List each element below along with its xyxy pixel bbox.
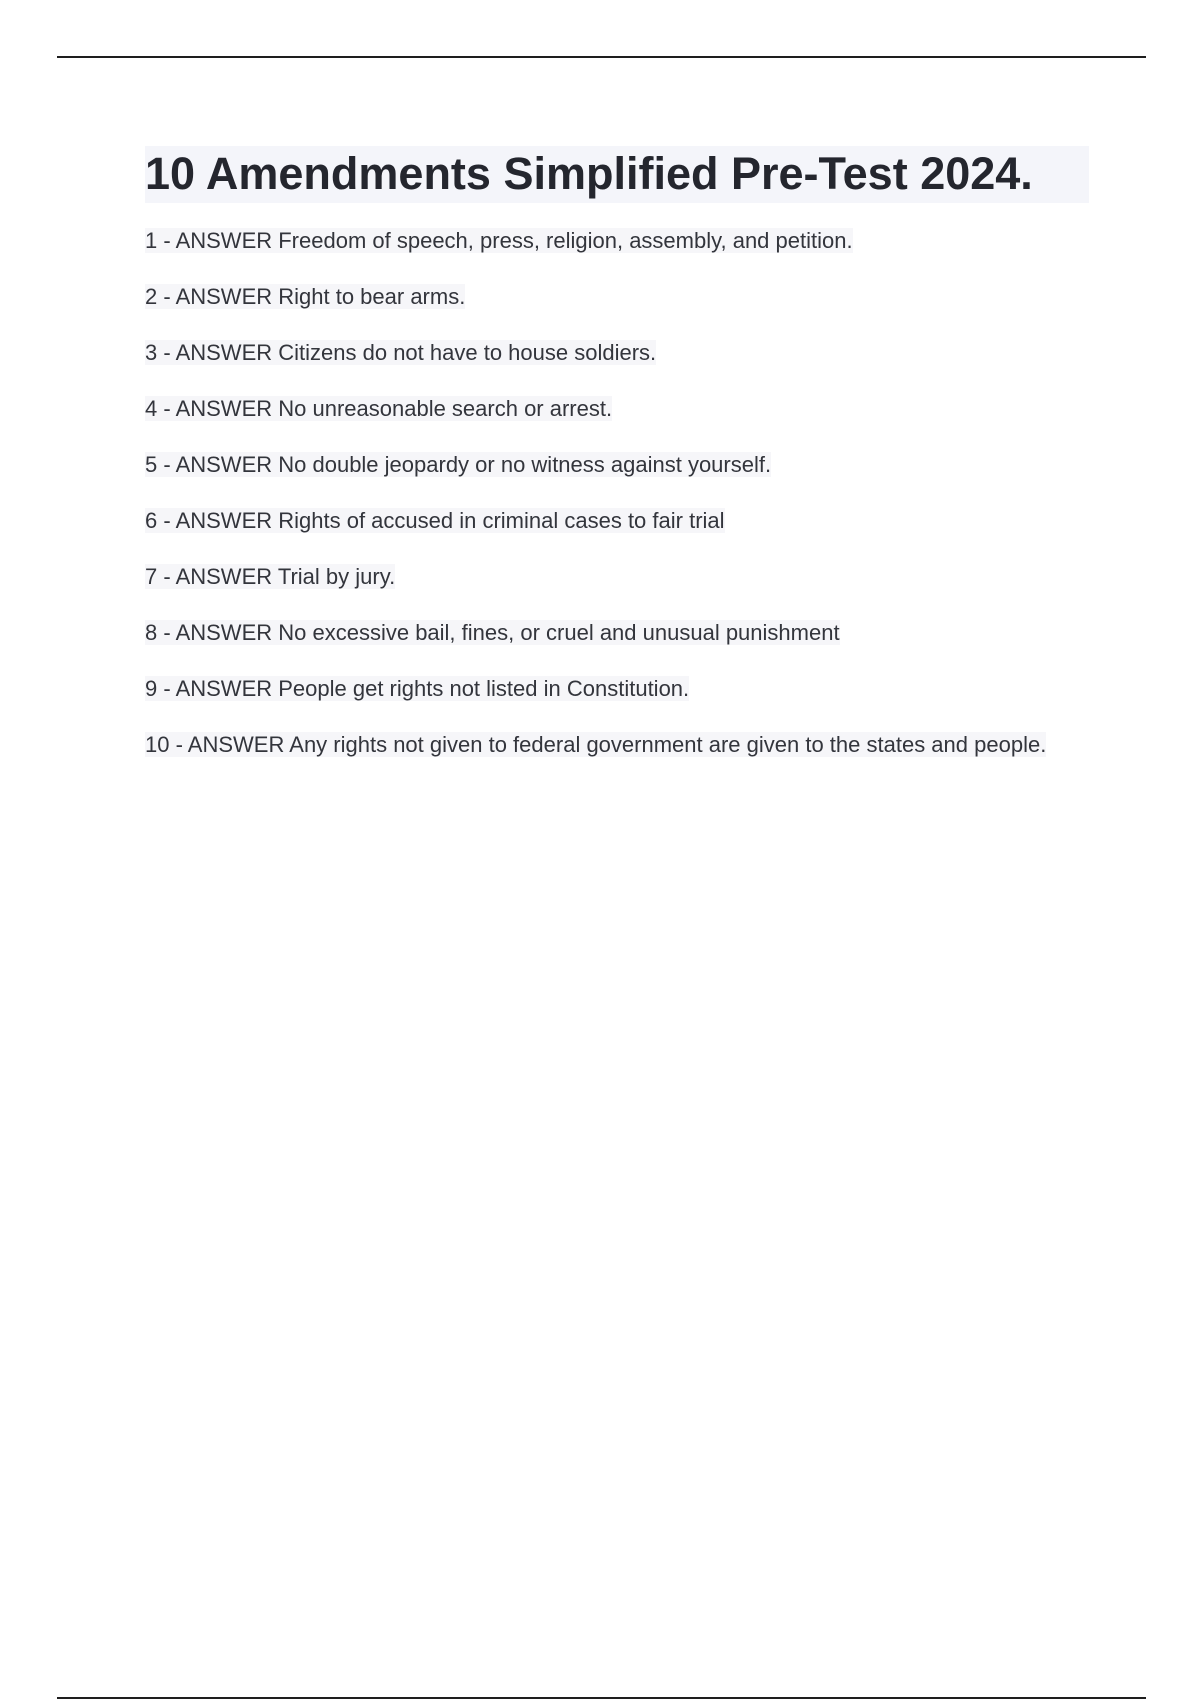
bottom-divider	[57, 1697, 1146, 1699]
answer-text: 1 - ANSWER Freedom of speech, press, religion, assembly, and petition.	[145, 228, 853, 253]
answer-item	[145, 728, 1089, 761]
answer-text: 5 - ANSWER No double jeopardy or no witness against yourself.	[145, 452, 772, 477]
answer-list	[145, 224, 1089, 761]
answer-text: 9 - ANSWER People get rights not listed in Constitution.	[145, 676, 690, 701]
answer-item	[145, 336, 1089, 369]
answer-item	[145, 616, 1089, 649]
answer-item	[145, 672, 1089, 705]
answer-text: 4 - ANSWER No unreasonable search or arrest.	[145, 396, 613, 421]
answer-item	[145, 448, 1089, 481]
answer-item	[145, 392, 1089, 425]
answer-text: 6 - ANSWER Rights of accused in criminal cases to fair trial	[145, 508, 725, 533]
document-body	[145, 146, 1089, 761]
answer-text: 10 - ANSWER Any rights not given to federal government are given to the states and people.	[145, 732, 1047, 757]
answer-item	[145, 504, 1089, 537]
top-divider	[57, 56, 1146, 58]
answer-text: 2 - ANSWER Right to bear arms.	[145, 284, 466, 309]
answer-text: 3 - ANSWER Citizens do not have to house soldiers.	[145, 340, 657, 365]
answer-item	[145, 280, 1089, 313]
answer-text: 7 - ANSWER Trial by jury.	[145, 564, 396, 589]
answer-text: 8 - ANSWER No excessive bail, fines, or cruel and unusual punishment	[145, 620, 840, 645]
answer-item	[145, 560, 1089, 593]
answer-item	[145, 224, 1089, 257]
document-title: 10 Amendments Simplified Pre-Test 2024.	[145, 146, 1089, 203]
